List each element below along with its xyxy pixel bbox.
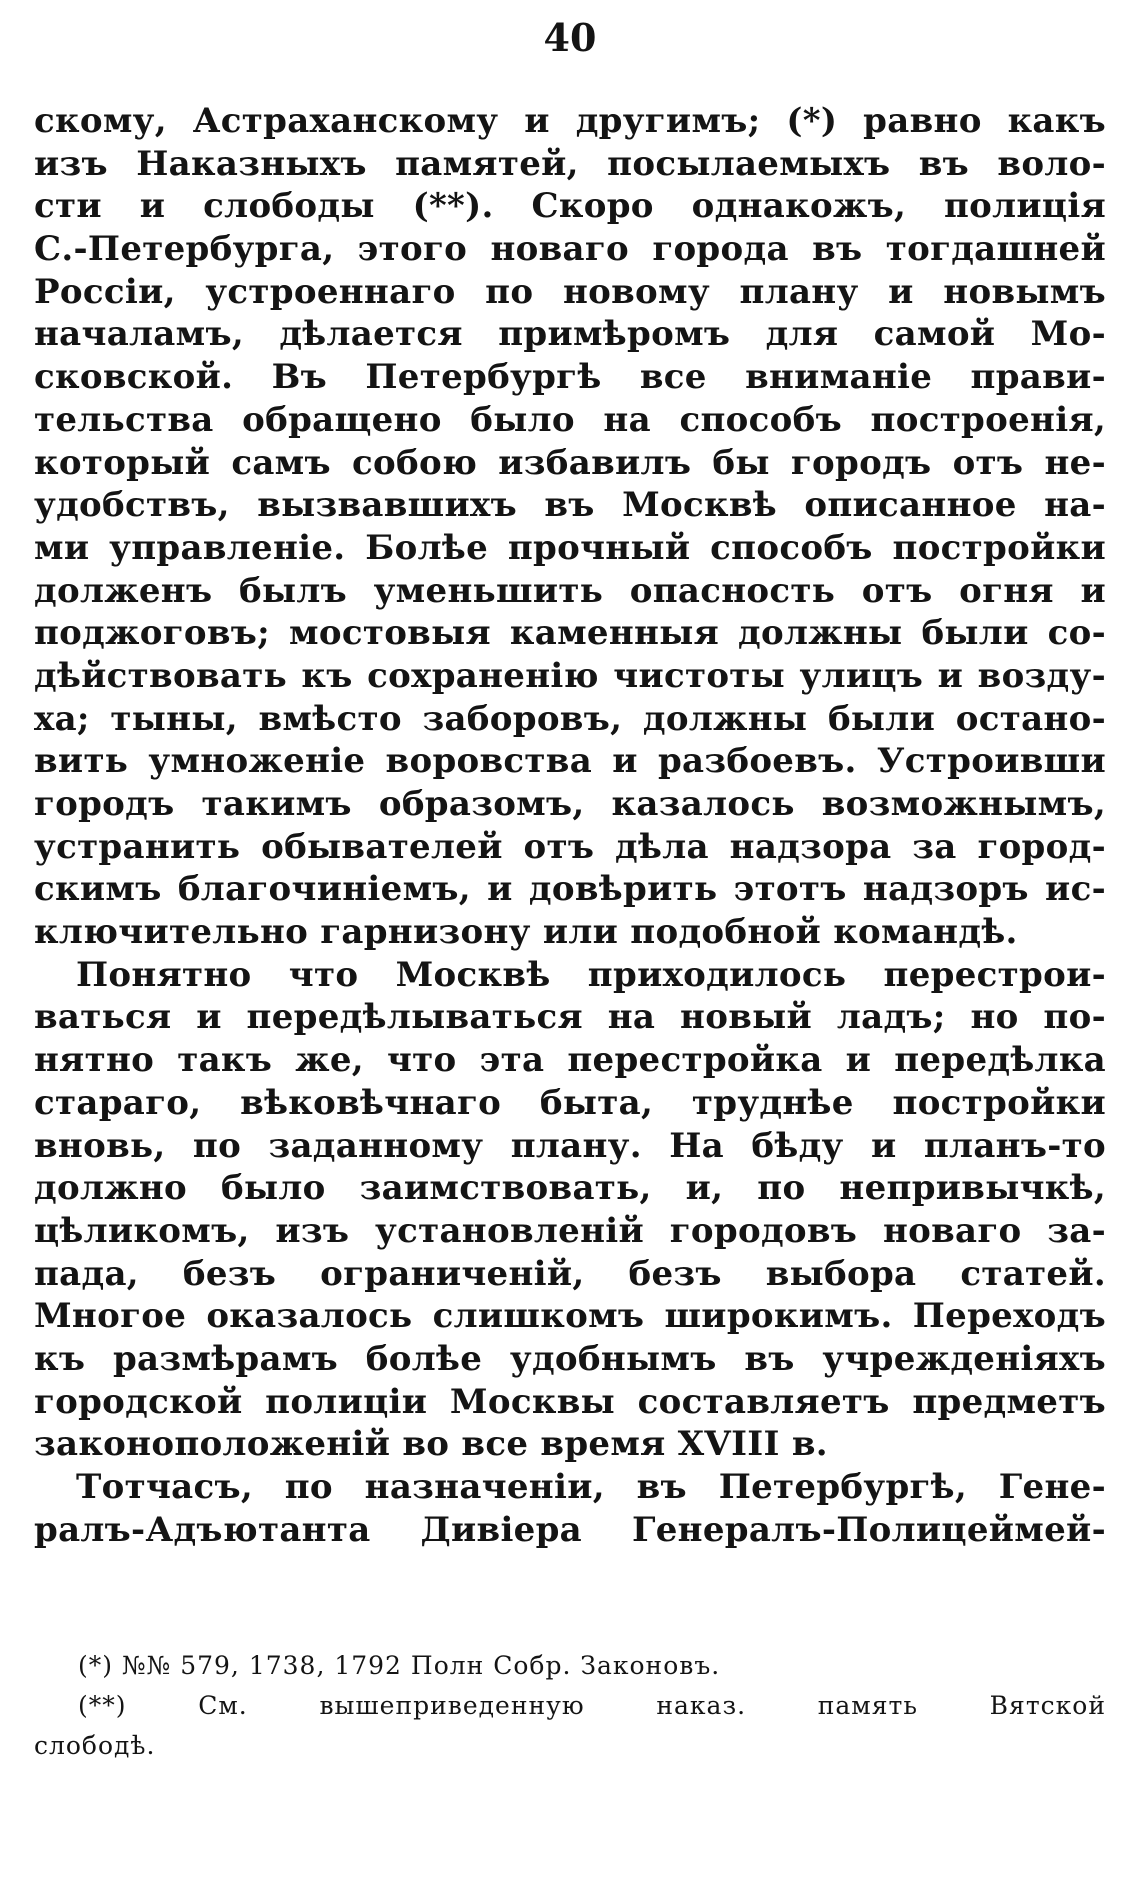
text-line: дѣйствовать къ сохраненію чистоты улицъ и возду- xyxy=(34,655,1106,696)
text-line: долженъ былъ уменьшить опасность отъ огня и xyxy=(34,570,1106,611)
text-line: началамъ, дѣлается примѣромъ для самой Мо- xyxy=(34,314,1106,355)
text-line: Тотчасъ, по назначеніи, въ Петербургѣ, Гене- xyxy=(76,1467,1106,1507)
text-line: С.-Петербурга, этого новаго города въ тогдашней xyxy=(34,229,1106,270)
text-line: ключительно гарнизону или подобной командѣ. xyxy=(34,912,1018,953)
text-line: Россіи, устроеннаго по новому плану и новымъ xyxy=(34,271,1106,312)
text-line: изъ Наказныхъ памятей, посылаемыхъ въ воло- xyxy=(34,143,1106,184)
text-line: тельства обращено было на способъ построенія, xyxy=(34,399,1106,440)
text-line: удобствъ, вызвавшихъ въ Москвѣ описанное на- xyxy=(34,485,1106,526)
text-line: который самъ собою избавилъ бы городъ отъ не- xyxy=(34,442,1106,483)
text-line: нятно такъ же, что эта перестройка и передѣлка xyxy=(34,1040,1106,1081)
text-line: городъ такимъ образомъ, казалось возможнымъ, xyxy=(34,784,1106,824)
text-line: законоположеній во все время XVIII в. xyxy=(34,1424,828,1465)
text-line: ми управленіе. Болѣе прочный способъ постройки xyxy=(34,527,1106,568)
text-line: пада, безъ ограниченій, безъ выбора статей. xyxy=(34,1253,1106,1294)
text-line: скому, Астраханскому и другимъ; (*) равно какъ xyxy=(34,101,1106,141)
text-line: устранить обывателей отъ дѣла надзора за город- xyxy=(34,826,1106,867)
text-line: поджоговъ; мостовыя каменныя должны были со- xyxy=(34,613,1106,654)
text-line: къ размѣрамъ болѣе удобнымъ въ учрежденіяхъ xyxy=(34,1338,1106,1379)
text-line: ха; тыны, вмѣсто заборовъ, должны были остано- xyxy=(34,698,1106,739)
footnotes xyxy=(34,1646,1106,1766)
text-line: вновь, по заданному плану. На бѣду и планъ-то xyxy=(34,1125,1106,1166)
text-line: должно было заимствовать, и, по непривычкѣ, xyxy=(34,1168,1106,1209)
text-line: стараго, вѣковѣчнаго быта, труднѣе постройки xyxy=(34,1082,1106,1123)
text-line: Многое оказалось слишкомъ широкимъ. Переходъ xyxy=(34,1296,1106,1337)
text-line: сти и слободы (**). Скоро однакожъ, полиція xyxy=(34,186,1106,227)
text-line: ваться и передѣлываться на новый ладъ; но по- xyxy=(34,997,1106,1038)
text-line: Понятно что Москвѣ приходилось перестрои- xyxy=(76,954,1106,995)
text-line: вить умноженіе воровства и разбоевъ. Устроивши xyxy=(34,741,1106,782)
text-line: городской полиціи Москвы составляетъ предметъ xyxy=(34,1381,1106,1422)
footnote-line: (**) См. вышеприведенную наказ. память Вятской xyxy=(78,1691,1106,1720)
page-number: 40 xyxy=(543,15,597,60)
text-line: скимъ благочиніемъ, и довѣрить этотъ надзоръ ис- xyxy=(34,869,1106,910)
footnote-line: слободѣ. xyxy=(34,1731,156,1760)
footnote-line: (*) №№ 579, 1738, 1792 Полн Собр. Законовъ. xyxy=(78,1651,721,1680)
text-line: цѣликомъ, изъ установленій городовъ новаго за- xyxy=(34,1210,1106,1251)
text-line: сковской. Въ Петербургѣ все вниманіе прави- xyxy=(34,357,1106,398)
text-line: ралъ-Адъютанта Дивіера Генералъ-Полицеймей- xyxy=(34,1509,1106,1550)
body-text xyxy=(34,100,1106,1551)
